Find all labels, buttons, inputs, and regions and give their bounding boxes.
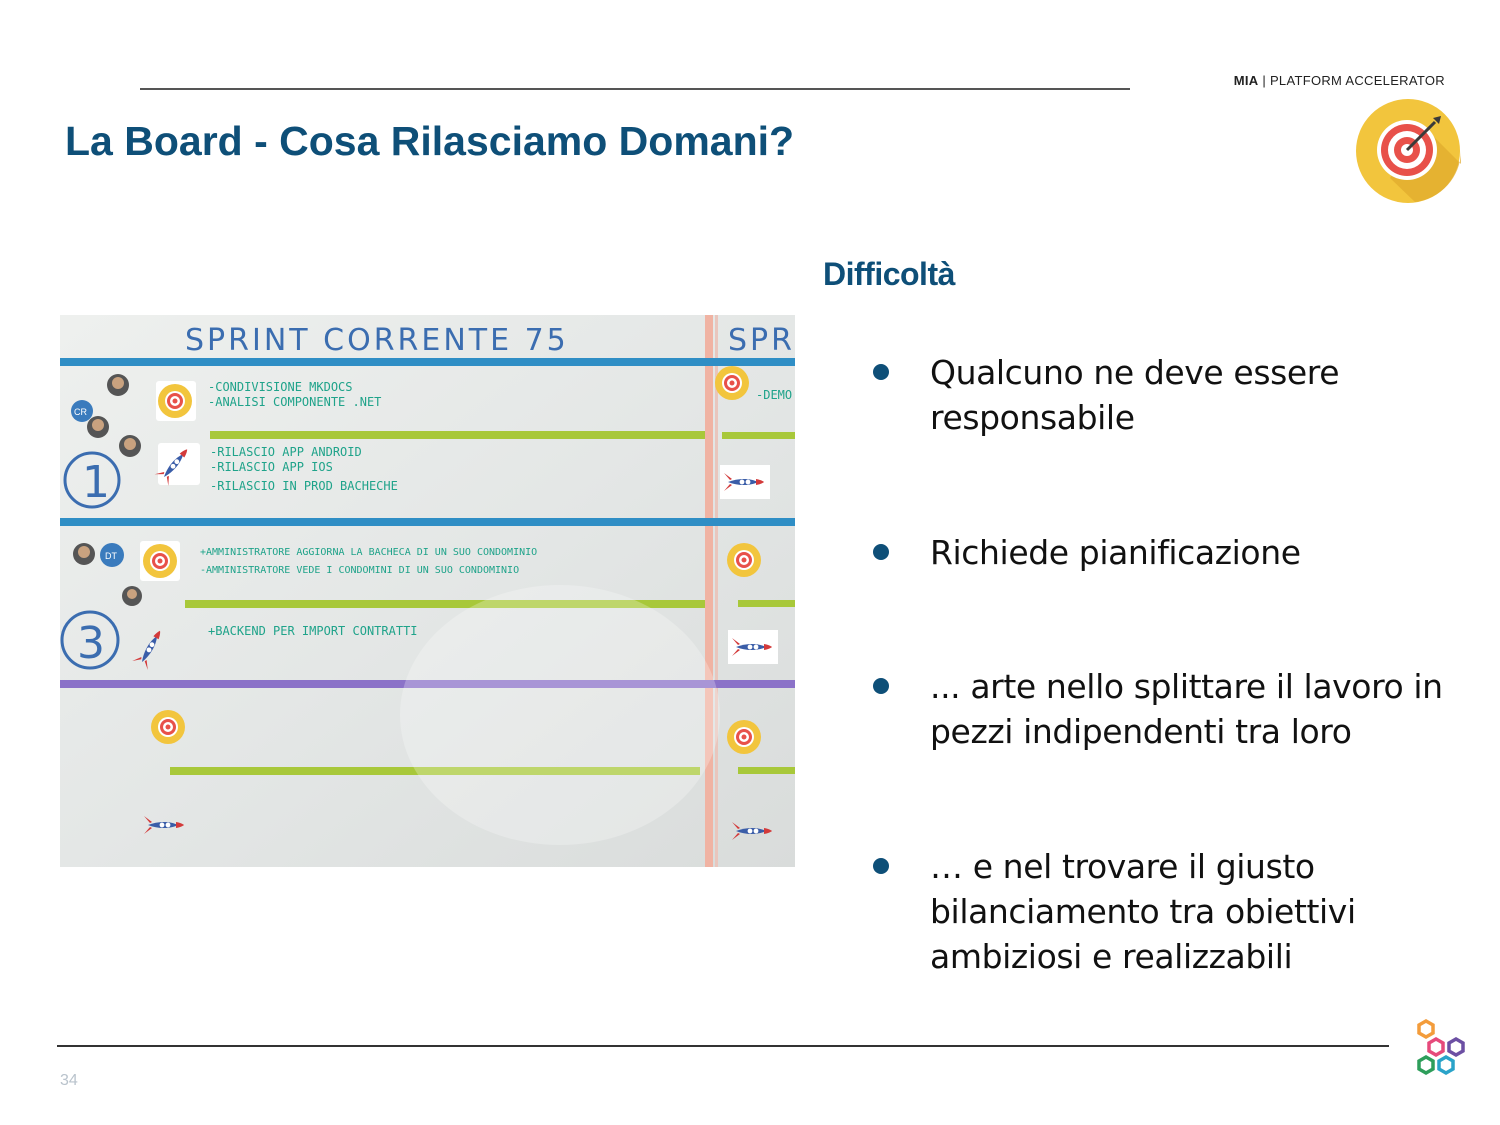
board-release-1: -RILASCIO APP ANDROID xyxy=(210,445,362,459)
bullet-icon xyxy=(873,678,889,694)
hexagon-logo-icon xyxy=(1410,1018,1470,1080)
board-row-number-3: 3 xyxy=(77,618,105,669)
board-release-4: +BACKEND PER IMPORT CONTRATTI xyxy=(208,624,418,638)
target-icon xyxy=(158,384,192,418)
board-task-2: -ANALISI COMPONENTE .NET xyxy=(208,395,382,409)
board-task-1: -CONDIVISIONE MKDOCS xyxy=(208,380,353,394)
brand-label: MIA | PLATFORM ACCELERATOR xyxy=(1233,73,1445,88)
board-release-3: -RILASCIO IN PROD BACHECHE xyxy=(210,479,398,493)
board-next-task: -DEMO xyxy=(756,388,793,402)
footer-rule xyxy=(57,1045,1389,1047)
board-row-number-1: 1 xyxy=(82,457,110,508)
bullet-icon xyxy=(873,858,889,874)
bullet-icon xyxy=(873,364,889,380)
target-icon xyxy=(727,720,761,754)
badge-dt: DT xyxy=(105,551,117,561)
target-icon xyxy=(151,710,185,744)
section-subtitle: Difficoltà xyxy=(823,256,955,292)
bullet-icon xyxy=(873,544,889,560)
board-title: SPRINT CORRENTE 75 xyxy=(185,323,569,358)
whiteboard-photo xyxy=(60,315,795,867)
header-rule xyxy=(140,88,1130,90)
target-icon xyxy=(727,543,761,577)
target-icon xyxy=(143,544,177,578)
board-release-2: -RILASCIO APP IOS xyxy=(210,460,333,474)
board-task-4: -AMMINISTRATORE VEDE I CONDOMINI DI UN SUO CONDOMINIO xyxy=(200,565,520,576)
board-task-3: +AMMINISTRATORE AGGIORNA LA BACHECA DI UN SUO CONDOMINIO xyxy=(200,547,538,558)
target-icon xyxy=(1355,98,1461,204)
slide-title: La Board - Cosa Rilasciamo Domani? xyxy=(65,118,795,164)
target-icon xyxy=(715,366,749,400)
badge-cr: CR xyxy=(74,407,87,417)
page-number: 34 xyxy=(60,1072,78,1089)
board-next-title: SPR xyxy=(728,323,795,358)
